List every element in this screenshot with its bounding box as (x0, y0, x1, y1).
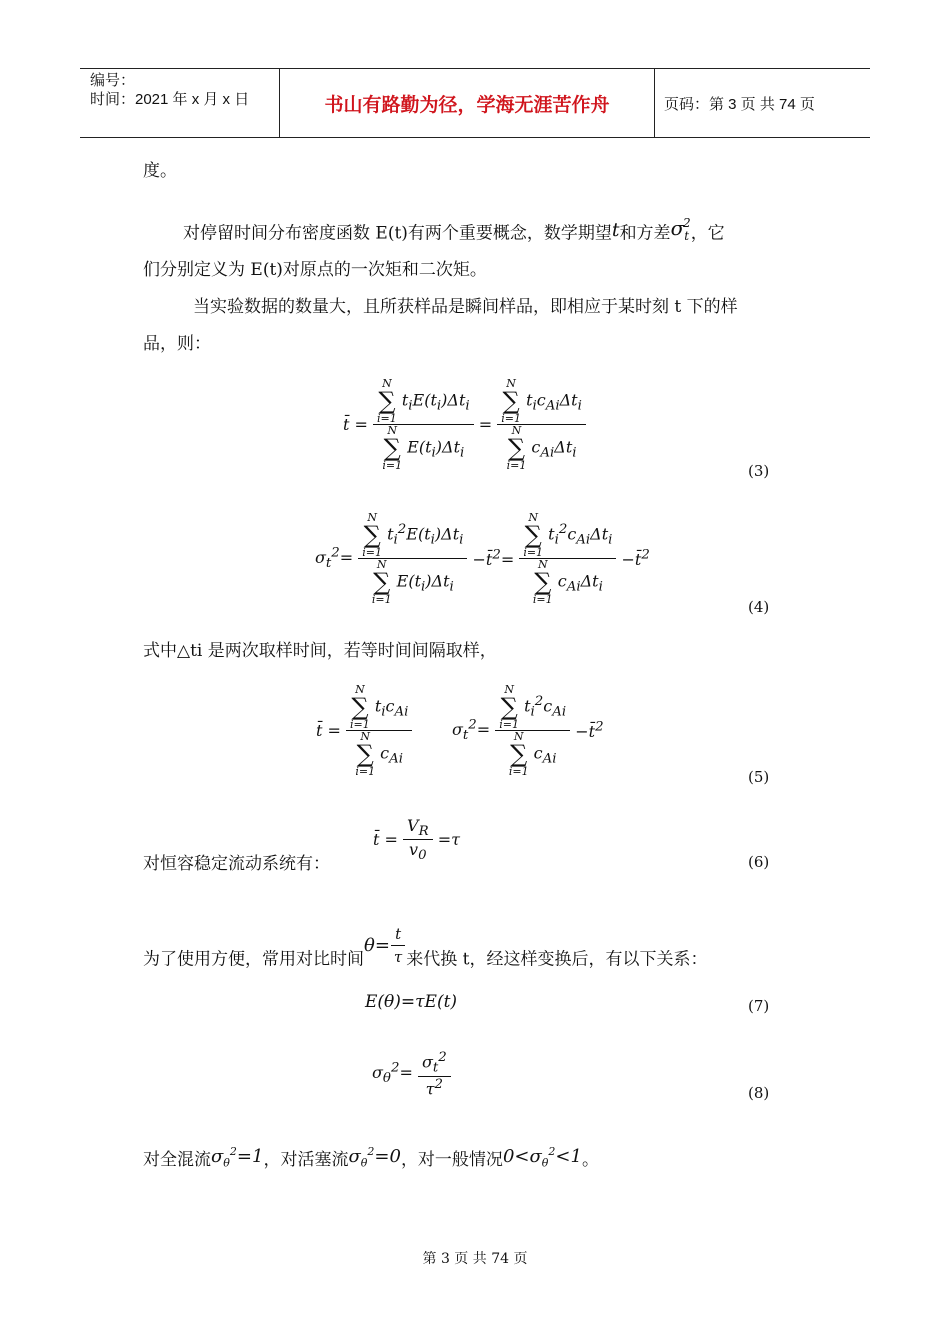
equation-number-3: (3) (748, 462, 770, 480)
number-label: 编号： (90, 72, 136, 89)
header-page-label: 页码：第 3 页 共 74 页 (664, 95, 815, 113)
page-header (80, 68, 870, 138)
mixed-flow-condition: $\sigma_\theta^2=1$ (211, 1145, 264, 1170)
equation-4: $\sigma_t^2=$ N ∑ i=1 $t_i^2E(t_i)\Delta t_i$ N ∑ i=1 $E(t_i)\Delta t_i$ −t̄$^2$= N ∑ i=1 $t_i^2c_{Ai}\Delta t_i$ N ∑ i=1 $c_{Ai}\Delta t_i$ −t̄$^2$ (315, 511, 650, 606)
equation-number-5: (5) (748, 768, 770, 786)
page-footer: 第 3 页 共 74 页 (422, 1251, 528, 1267)
equation-6: t̄ = $\frac{V_R}{v_0}$ =τ (373, 816, 460, 864)
equation-number-4: (4) (748, 598, 770, 616)
paragraph-9: 对全混流$\sigma_\theta^2=1$，对活塞流$\sigma_\theta^2=0$，对一般情况$0<\sigma_\theta^2<1$。 (143, 1145, 599, 1170)
general-condition: $0<\sigma_\theta^2<1$ (502, 1145, 582, 1170)
paragraph-7: 对恒容稳定流动系统有： (143, 854, 330, 874)
equation-number-7: (7) (748, 997, 770, 1015)
theta-definition: θ= $\frac{t}{\tau}$ (364, 935, 406, 956)
paragraph-6: 式中△ti 是两次取样时间，若等时间间隔取样， (143, 641, 497, 661)
paragraph-8: 为了使用方便，常用对比时间θ= $\frac{t}{\tau}$ 来代换 t，经这样变换后，有以下关系： (143, 925, 708, 970)
equation-5a: t̄ = N ∑ i=1 $t_ic_{Ai}$ N ∑ i=1 $c_{Ai}$ (316, 684, 412, 777)
equation-3: t̄ = N ∑ i=1 $t_iE(t_i)\Delta t_i$ N ∑ i=1 $E(t_i)\Delta t_i$ = N ∑ i=1 $t_ic_{Ai}\Delta t_i$ N ∑ i=1 $c_{Ai}\Delta t_i$ (343, 378, 586, 471)
date-label: 时间：2021 年 x 月 x 日 (90, 91, 250, 108)
equation-number-6: (6) (748, 853, 770, 871)
paragraph-1: 度。 (143, 161, 177, 181)
paragraph-2: 对停留时间分布密度函数 E(t)有两个重要概念，数学期望t和方差$\sigma_t^2$，它 (183, 215, 725, 244)
equation-number-8: (8) (748, 1084, 770, 1102)
mean-t-symbol: t (611, 218, 620, 241)
equation-7: E(θ)=τE(t) (365, 992, 458, 1012)
equation-8: $\sigma_\theta^2=$ $\frac{\sigma_t^2}{\tau^2}$ (372, 1050, 451, 1098)
plug-flow-condition: $\sigma_\theta^2=0$ (348, 1145, 401, 1170)
paragraph-3: 们分别定义为 E(t)对原点的一次矩和二次矩。 (143, 260, 487, 280)
paragraph-5: 品，则： (143, 334, 211, 354)
header-meta (80, 69, 280, 137)
header-motto: 书山有路勤为径，学海无涯苦作舟 (280, 69, 655, 137)
variance-symbol: $\sigma_t^2$ (670, 215, 691, 243)
paragraph-4: 当实验数据的数量大，且所获样品是瞬间样品，即相应于某时刻 t 下的样 (193, 297, 738, 317)
equation-5b: $\sigma_t^2=$ N ∑ i=1 $t_i^2c_{Ai}$ N ∑ i=1 $c_{Ai}$ −t̄$^2$ (452, 683, 604, 778)
